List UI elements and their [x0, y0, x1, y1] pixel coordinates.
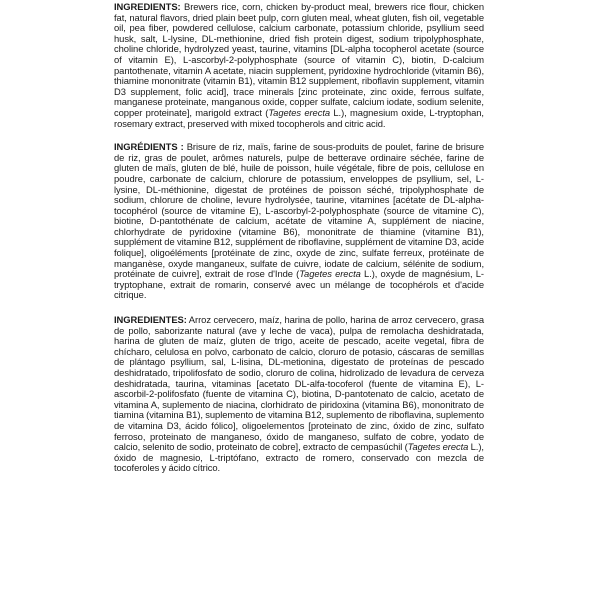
ingredients-french-species: Tagetes erecta	[299, 268, 361, 280]
ingredients-french-list: Brisure de riz, maïs, farine de sous-produits de poulet, farine de brisure de riz, gras de poulet, arômes naturels, pulpe de betterave ordinaire séchée, farine de gluten de maïs, gluten de blé, huile de poisson, huile végétale, fibre de pois, cellulose en poudre, carbonate de calcium, chlorure de potassium, enveloppes de psyllium, sel, L-lysine, DL-méthionine, digestat de protéines de poisson séché, tripolyphosphate de sodium, chlorure de choline, levure hydrolysée, taurine, vitamines [acétate de DL-alpha-tocophérol (source de vitamine E), L-ascorbyl-2-polyphosphate (source de vitamine C), biotine, D-pantothénate de calcium, acétate de vitamine A, supplément de niacine, chlorhydrate de pyridoxine (vitamine B6), mononitrate de thiamine (vitamine B1), supplément de vitamine B12, supplément de riboflavine, supplément de vitamine D3, acide folique], oligoéléments [protéinate de zinc, oxyde de zinc, sulfate ferreux, protéinate de manganèse, oxyde manganeux, sulfate de cuivre, iodate de calcium, sélénite de sodium, protéinate de cuivre], extrait de rose d'Inde (	[114, 141, 484, 280]
ingredient-label	[114, 0, 484, 474]
ingredients-french-heading: INGRÉDIENTS :	[114, 141, 184, 153]
ingredients-spanish-species: Tagetes erecta	[407, 441, 469, 453]
ingredients-english-heading: INGREDIENTS:	[114, 1, 181, 12]
ingredients-english-list: Brewers rice, corn, chicken by-product meal, brewers rice flour, chicken fat, natural flavors, dried plain beet pulp, corn gluten meal, wheat gluten, fish oil, vegetable oil, pea fiber, powdered cellulose, calcium carbonate, potassium chloride, psyllium seed husk, salt, L-lysine, DL-methionine, dried fish protein digest, sodium tripolyphosphate, choline chloride, hydrolyzed yeast, taurine, vitamins [DL-alpha tocopherol acetate (source of vitamin E), L-ascorbyl-2-polyphosphate (source of vitamin C), biotin, D-calcium pantothenate, vitamin A acetate, niacin supplement, pyridoxine hydrochloride (vitamin B6), thiamine mononitrate (vitamin B1), vitamin B12 supplement, riboflavin supplement, vitamin D3 supplement, folic acid], trace minerals [zinc proteinate, zinc oxide, ferrous sulfate, manganese proteinate, manganous oxide, copper sulfate, calcium iodate, sodium selenite, copper proteinate], marigold extract (	[114, 1, 484, 118]
ingredients-english	[114, 2, 484, 129]
ingredients-spanish-heading: INGREDIENTES:	[114, 314, 187, 326]
ingredients-french	[114, 142, 484, 301]
ingredients-spanish-list: Arroz cervecero, maíz, harina de pollo, harina de arroz cervecero, grasa de pollo, saborizante natural (ave y leche de vaca), pulpa de remolacha deshidratada, harina de gluten de maíz, gluten de trigo, aceite de pescado, aceite vegetal, fibra de chícharo, celulosa en polvo, carbonato de calcio, cloruro de potasio, cáscaras de semillas de plántago psyllium, sal, L-lisina, DL-metionina, digestato de proteínas de pescado deshidratado, tripolifosfato de sodio, cloruro de colina, hidrolizado de levadura de cerveza deshidratada, taurina, vitaminas [acetato DL-alfa-tocoferol (fuente de vitamina E), L-ascorbil-2-polifosfato (fuente de vitamina C), biotina, D-pantotenato de calcio, acetato de vitamina A, suplemento de niacina, clorhidrato de piridoxina (vitamina B6), mononitrato de tiamina (vitamina B1), suplemento de vitamina B12, suplemento de riboflavina, suplemento de vitamina D3, ácido fólico], oligoelementos [proteinato de zinc, óxido de zinc, sulfato ferroso, proteinato de manganeso, óxido de manganeso, sulfato de cobre, yodato de calcio, selenito de sodio, proteinato de cobre], extracto de cempasúchil (	[114, 314, 484, 453]
ingredients-spanish-list-end: L.), óxido de magnesio, L-triptófano, extracto de romero, conservado con mezcla de tocoferoles y ácido cítrico.	[114, 441, 484, 474]
ingredients-english-list-end: L.), magnesium oxide, L-tryptophan, rosemary extract, preserved with mixed tocopherols and citric acid.	[114, 106, 484, 129]
ingredients-english-species: Tagetes erecta	[268, 106, 331, 118]
ingredients-spanish	[114, 315, 484, 474]
ingredients-french-list-end: L.), oxyde de magnésium, L-tryptophane, extrait de romarin, conservé avec un mélange de tocophérols et d'acide citrique.	[114, 268, 484, 301]
